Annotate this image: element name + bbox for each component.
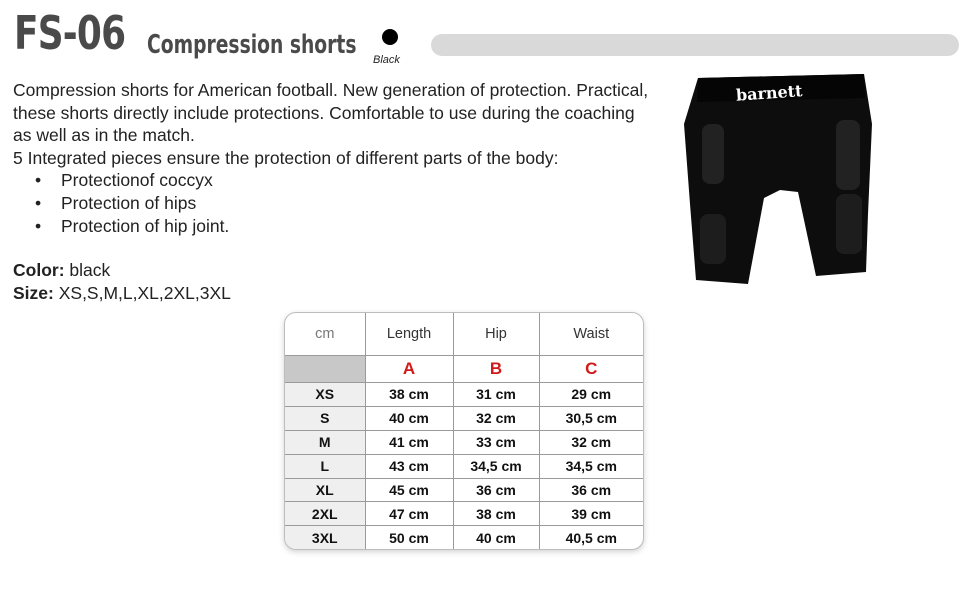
table-row — [285, 454, 643, 478]
size-cell: 2XL — [285, 502, 365, 526]
waist-cell: 34,5 cm — [539, 454, 643, 478]
size-spec-value: XS,S,M,L,XL,2XL,3XL — [53, 282, 231, 303]
product-name: Compression shorts — [147, 30, 357, 60]
length-cell: 38 cm — [365, 383, 453, 407]
list-item: • Protection of hips — [13, 192, 653, 215]
letter-c: C — [539, 356, 643, 383]
hip-cell: 36 cm — [453, 478, 539, 502]
hip-cell: 40 cm — [453, 526, 539, 549]
length-cell: 47 cm — [365, 502, 453, 526]
protection-list — [13, 169, 653, 237]
measure-letter-row — [285, 356, 643, 383]
length-cell: 50 cm — [365, 526, 453, 549]
hip-cell: 33 cm — [453, 430, 539, 454]
table-row — [285, 502, 643, 526]
size-cell: 3XL — [285, 526, 365, 549]
waist-header: Waist — [539, 313, 643, 356]
size-cell: L — [285, 454, 365, 478]
length-cell: 41 cm — [365, 430, 453, 454]
description-paragraph: Compression shorts for American football. New generation of protection. Practical, these shorts directly include protections. Comfortable to use during the coaching as well as in the match. — [13, 80, 649, 146]
header-divider-bar — [431, 34, 959, 56]
size-cell: XS — [285, 383, 365, 407]
hip-cell: 31 cm — [453, 383, 539, 407]
table-row — [285, 406, 643, 430]
product-specs — [13, 259, 231, 304]
length-header: Length — [365, 313, 453, 356]
description-intro: 5 Integrated pieces ensure the protection of different parts of the body: — [13, 147, 559, 168]
hip-header: Hip — [453, 313, 539, 356]
color-spec-label: Color: — [13, 260, 65, 280]
waist-cell: 39 cm — [539, 502, 643, 526]
table-header-row — [285, 313, 643, 356]
list-item: • Protection of hip joint. — [13, 215, 653, 238]
hip-cell: 34,5 cm — [453, 454, 539, 478]
product-description — [13, 79, 653, 237]
size-cell: XL — [285, 478, 365, 502]
length-cell: 40 cm — [365, 406, 453, 430]
hip-cell: 32 cm — [453, 406, 539, 430]
length-cell: 45 cm — [365, 478, 453, 502]
product-code: FS-06 — [14, 6, 126, 60]
list-item: • Protectionof coccyx — [13, 169, 653, 192]
size-chart — [284, 312, 644, 550]
table-row — [285, 383, 643, 407]
letter-b: B — [453, 356, 539, 383]
waist-cell: 32 cm — [539, 430, 643, 454]
size-spec-label: Size: — [13, 282, 54, 303]
size-cell: S — [285, 406, 365, 430]
table-row — [285, 430, 643, 454]
table-row — [285, 526, 643, 549]
color-spec-value: black — [64, 260, 111, 280]
hip-cell: 38 cm — [453, 502, 539, 526]
blank-cell — [285, 356, 365, 383]
product-photo — [676, 64, 876, 304]
brand-logo: barnett — [735, 81, 804, 105]
color-swatch-label: Black — [373, 54, 400, 66]
waist-cell: 36 cm — [539, 478, 643, 502]
letter-a: A — [365, 356, 453, 383]
size-spec — [13, 282, 231, 305]
table-row — [285, 478, 643, 502]
unit-header: cm — [285, 313, 365, 356]
length-cell: 43 cm — [365, 454, 453, 478]
waist-cell: 30,5 cm — [539, 406, 643, 430]
size-cell: M — [285, 430, 365, 454]
color-spec — [13, 259, 231, 282]
waist-cell: 40,5 cm — [539, 526, 643, 549]
size-table — [285, 313, 643, 549]
color-swatch — [382, 29, 398, 45]
waist-cell: 29 cm — [539, 383, 643, 407]
